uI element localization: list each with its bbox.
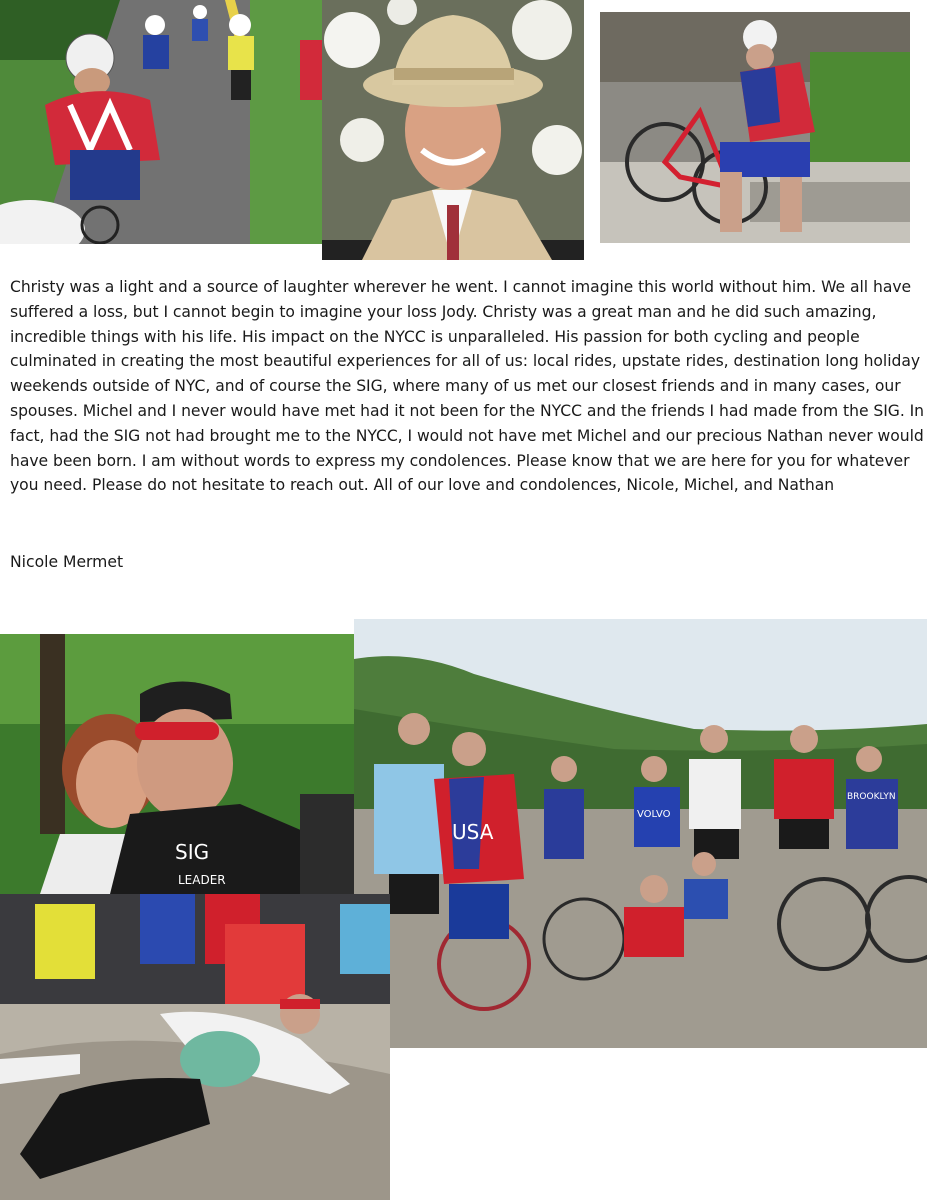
author-signature: Nicole Mermet xyxy=(10,553,124,571)
photo-group-ride xyxy=(0,0,322,244)
photo-sitting-cyclist xyxy=(600,12,910,243)
jersey-usa-text: USA xyxy=(452,820,494,844)
photo-couple xyxy=(0,634,354,894)
photo-resting-riders xyxy=(0,894,390,1200)
jersey-brooklyn-text: BROOKLYN xyxy=(847,792,896,802)
jersey-leader-text: LEADER xyxy=(178,873,226,887)
photo-portrait-hat xyxy=(322,0,584,260)
photo-group-mountains xyxy=(354,619,927,1048)
tribute-message: Christy was a light and a source of laughter wherever he went. I cannot imagine this world without him. We all have suffered a loss, but I cannot begin to imagine your loss Jody. Christy was a great man and he did such amazing, incredible things with his life. His impact on the NYCC is unparalleled. His passion for both cycling and people culminated in creating the most beautiful experiences for all of us: local rides, upstate rides, destination long holiday weekends outside of NYC, and of course the SIG, where many of us met our closest friends and in many cases, our spouses. Michel and I never would have met had it not been for the NYCC and the friends I had made from the SIG. In fact, had the SIG not had brought me to the NYCC, I would not have met Michel and our precious Nathan never would have been born. I am without words to express my condolences. Please know that we are here for you for whatever you need. Please do not hesitate to reach out. All of our love and condolences, Nicole, Michel, and Nathan xyxy=(10,278,925,495)
jersey-volvo-text: VOLVO xyxy=(637,809,671,820)
jersey-sig-text: SIG xyxy=(175,840,210,864)
page-blank-area xyxy=(390,1048,927,1200)
